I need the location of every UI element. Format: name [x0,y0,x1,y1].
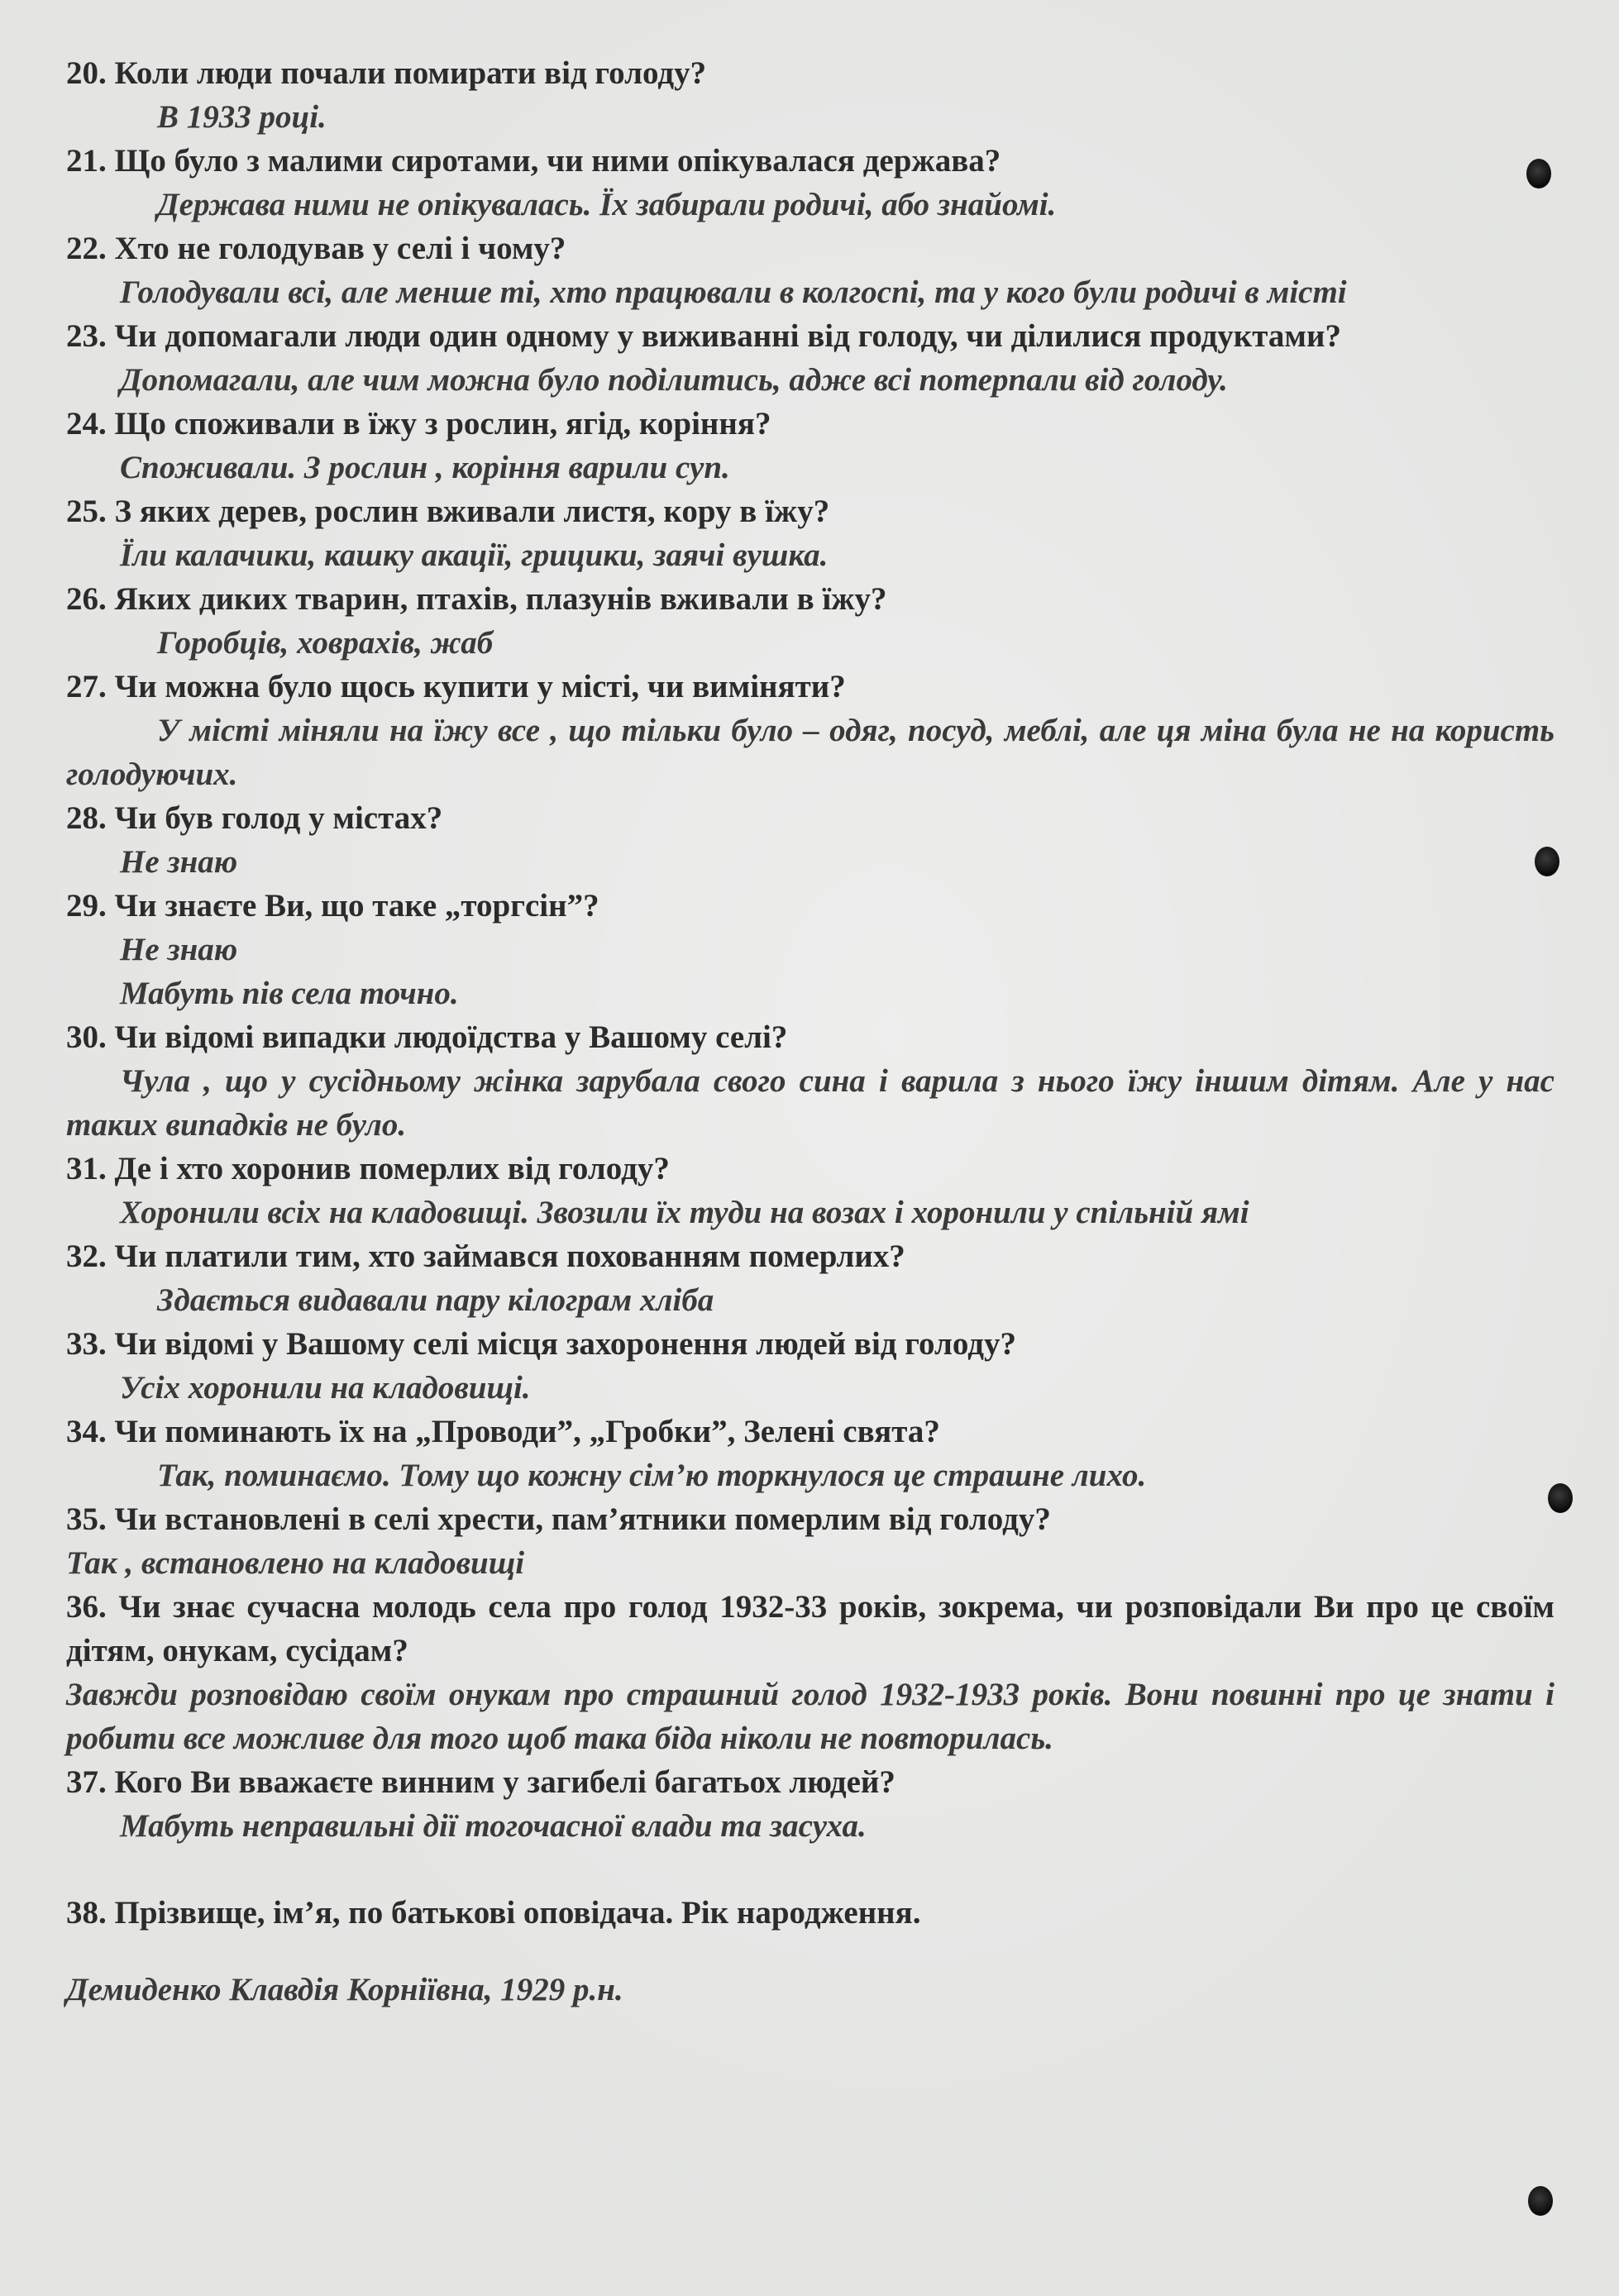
question: 37. Кого Ви вважаєте винним у загибелі багатьох людей? [66,1764,895,1800]
answer: Їли калачики, кашку акації, грицики, заячі вушка. [120,537,829,573]
question: 24. Що споживали в їжу з рослин, ягід, коріння? [66,406,771,442]
qa-item [66,1015,1555,1147]
qa-item [66,1410,1555,1497]
answer: Хоронили всіх на кладовищі. Звозили їх туди на возах і хоронили у спільній ямі [120,1195,1249,1230]
punch-hole [1526,159,1551,189]
answer: Завжди розповідаю своїм онукам про страшний голод 1932-1933 років. Вони повинні про це знати і робити все можливе для того щоб така біда ніколи не повторилась. [66,1677,1555,1756]
qa-item [66,1760,1555,1848]
qa-list [66,51,1555,1848]
question: 26. Яких диких тварин, птахів, плазунів вживали в їжу? [66,581,887,617]
qa-item [66,314,1555,402]
answer: Держава ними не опікувалась. Їх забирали родичі, або знайомі. [157,187,1057,222]
qa-item [66,1497,1555,1585]
question: 35. Чи встановлені в селі хрести, пам’ятники померлим від голоду? [66,1501,1051,1537]
answer: Так , встановлено на кладовищі [66,1545,525,1581]
punch-hole [1528,2186,1553,2216]
question: 31. Де і хто хоронив померлих від голоду? [66,1151,670,1186]
final-question: 38. Прізвище, ім’я, по батькові оповідача. Рік народження. [66,1895,921,1931]
question: 30. Чи відомі випадки людоїдства у Вашому селі? [66,1019,788,1055]
answer: Чула , що у сусідньому жінка зарубала свого сина і варила з нього їжу іншим дітям. Але у нас таких випадків не було. [66,1063,1555,1143]
qa-item [66,796,1555,884]
answer: Не знаю [120,844,238,880]
qa-item [66,665,1555,796]
answer: У місті міняли на їжу все , що тільки було – одяг, посуд, меблі, але ця міна була не на користь голодуючих. [66,713,1555,792]
qa-item [66,227,1555,314]
answer: Допомагали, але чим можна було поділитись, адже всі потерпали від голоду. [120,362,1228,398]
question: 28. Чи був голод у містах? [66,800,443,836]
qa-item [66,1585,1555,1760]
answer: В 1933 році. [157,99,327,135]
qa-item [66,1234,1555,1322]
punch-hole [1535,847,1559,876]
question: 20. Коли люди почали помирати від голоду? [66,55,707,91]
qa-item [66,577,1555,665]
question: 36. Чи знає сучасна молодь села про голод 1932-33 років, зокрема, чи розповідали Ви про це своїм дітям, онукам, сусідам? [66,1589,1555,1668]
answer: Не знаю [120,932,238,967]
answer: Мабуть пів села точно. [120,976,459,1011]
question: 27. Чи можна було щось купити у місті, чи виміняти? [66,669,846,704]
answer: Усіх хоронили на кладовищі. [120,1370,531,1406]
question: 25. З яких дерев, рослин вживали листя, кору в їжу? [66,494,830,529]
question: 33. Чи відомі у Вашому селі місця захоронення людей від голоду? [66,1326,1016,1362]
qa-item [66,1322,1555,1410]
question: 32. Чи платили тим, хто займався похованням померлих? [66,1239,905,1274]
qa-item [66,139,1555,227]
answer: Мабуть неправильні дії тогочасної влади та засуха. [120,1808,867,1844]
qa-item [66,489,1555,577]
question: 21. Що було з малими сиротами, чи ними опікувалася держава? [66,143,1001,179]
questionnaire [66,51,1555,2012]
answer: Здається видавали пару кілограм хліба [157,1282,714,1318]
qa-item [66,1147,1555,1234]
question: 34. Чи поминають їх на „Проводи”, „Гробки”, Зелені свята? [66,1414,940,1449]
question: 29. Чи знаєте Ви, що таке „торгсін”? [66,888,599,924]
answer: Горобців, ховрахів, жаб [157,625,494,661]
narrator-answer: Демиденко Клавдія Корніївна, 1929 р.н. [66,1972,623,2007]
qa-item [66,402,1555,489]
question: 23. Чи допомагали люди один одному у виживанні від голоду, чи ділилися продуктами? [66,318,1341,354]
qa-item [66,884,1555,1015]
answer: Голодували всі, але менше ті, хто працювали в колгоспі, та у кого були родичі в місті [120,274,1347,310]
punch-hole [1548,1483,1573,1513]
answer: Споживали. З рослин , коріння варили суп. [120,450,730,485]
qa-item [66,51,1555,139]
answer: Так, поминаємо. Тому що кожну сім’ю торкнулося це страшне лихо. [157,1458,1147,1493]
question: 22. Хто не голодував у селі і чому? [66,231,566,266]
